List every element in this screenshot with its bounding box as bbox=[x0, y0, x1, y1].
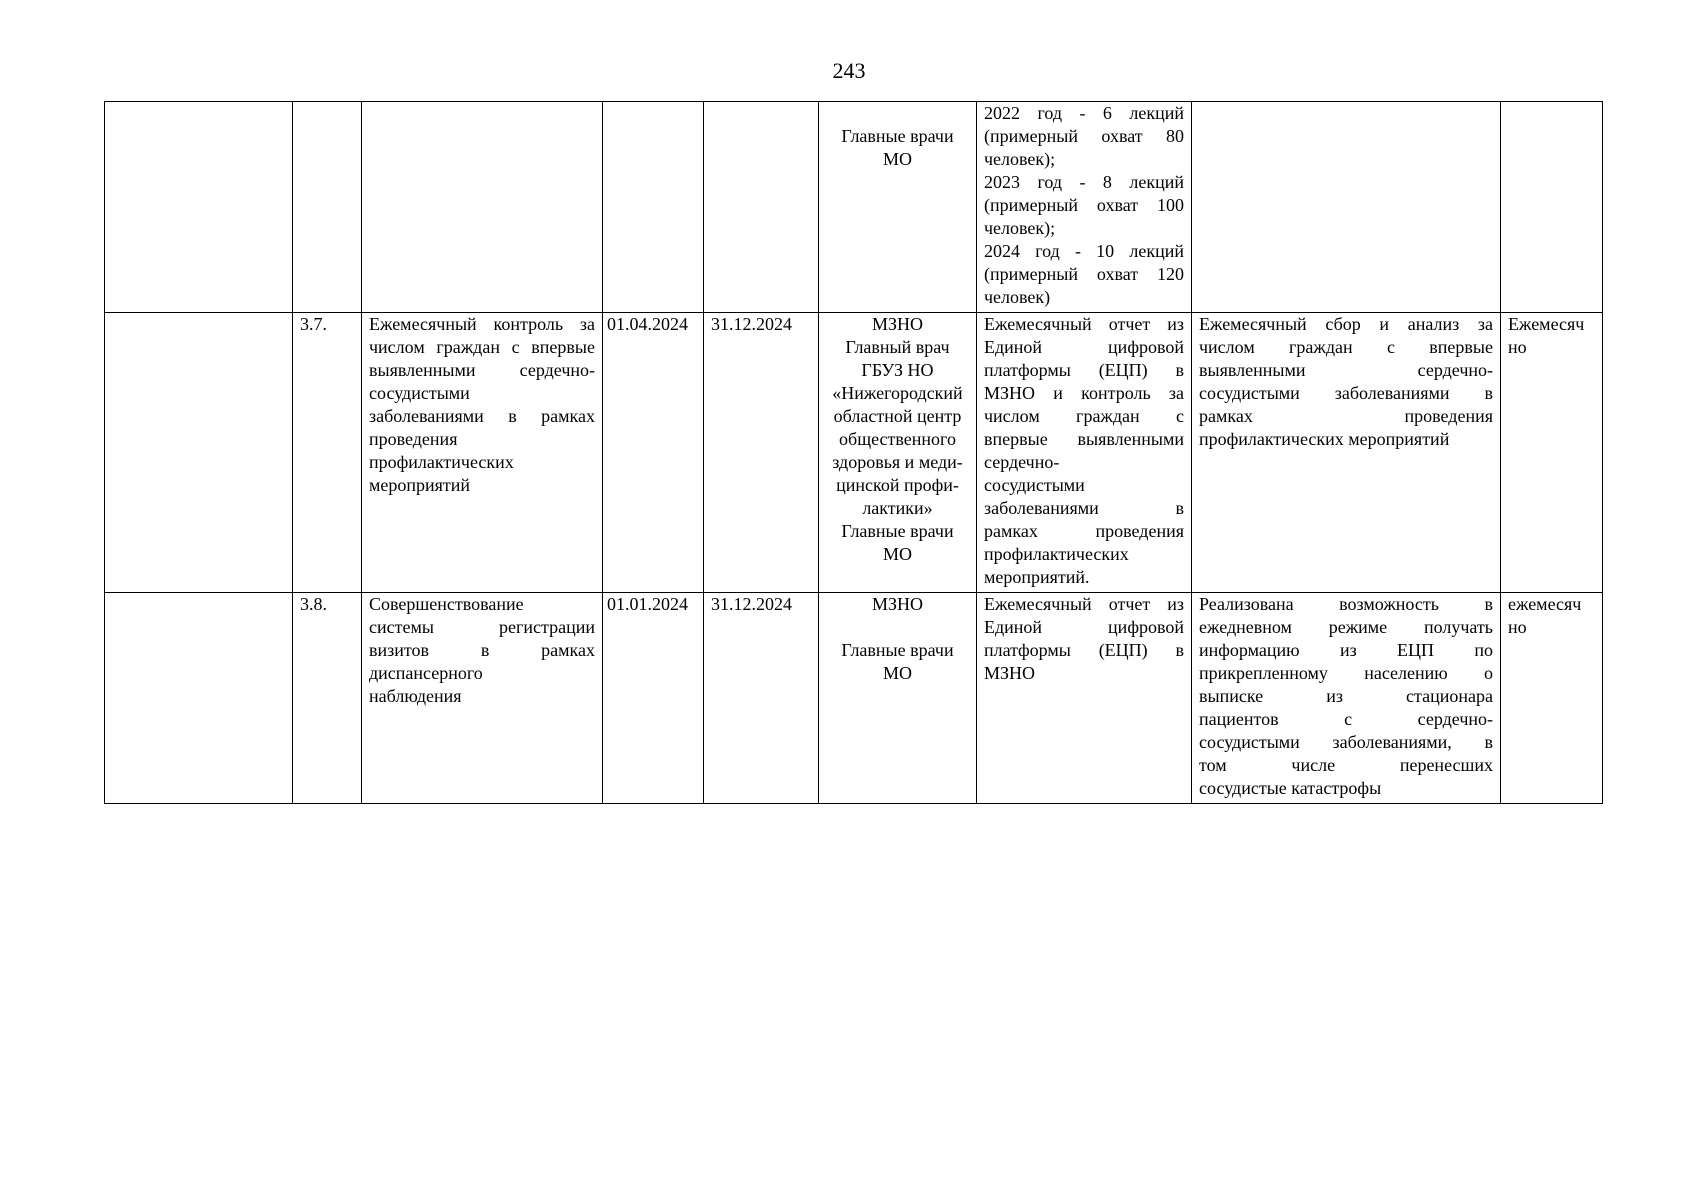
plan-table bbox=[104, 101, 1603, 804]
event-line: числом граждан с впервые bbox=[369, 337, 595, 357]
indicator-cell bbox=[977, 313, 1192, 593]
responsible-line: Главные врачи bbox=[841, 640, 954, 660]
responsible-line: «Нижегородский bbox=[832, 383, 963, 403]
event-line: наблюдения bbox=[369, 686, 462, 706]
period-line: ежемесяч bbox=[1508, 594, 1582, 614]
responsible-line: цинской профи- bbox=[836, 475, 959, 495]
event-line: системы регистрации bbox=[369, 617, 595, 637]
end-date-cell: 31.12.2024 bbox=[704, 593, 819, 804]
responsible-cell bbox=[819, 313, 977, 593]
indicator-line: платформы (ЕЦП) в bbox=[984, 360, 1184, 380]
table-row bbox=[105, 102, 1603, 313]
result-line: ежедневном режиме получать bbox=[1199, 617, 1493, 637]
responsible-line: Главные врачи bbox=[841, 126, 954, 146]
responsible-line: МО bbox=[882, 663, 912, 683]
indicator-line: Единой цифровой bbox=[984, 617, 1184, 637]
responsible-line: общественного bbox=[839, 429, 956, 449]
result-cell bbox=[1192, 102, 1501, 313]
indicator-line: платформы (ЕЦП) в bbox=[984, 640, 1184, 660]
section-cell bbox=[105, 593, 293, 804]
indicator-line: 2024 год - 10 лекций bbox=[984, 241, 1184, 261]
indicator-line: Ежемесячный отчет из bbox=[984, 314, 1184, 334]
indicator-line: 2022 год - 6 лекций bbox=[984, 103, 1184, 123]
result-line: выписке из стационара bbox=[1199, 686, 1493, 706]
indicator-line: заболеваниями в bbox=[984, 498, 1184, 518]
period-line: но bbox=[1508, 337, 1527, 357]
period-line: Ежемесяч bbox=[1508, 314, 1585, 334]
start-date-cell bbox=[603, 102, 704, 313]
start-date-cell: 01.04.2024 bbox=[603, 313, 704, 593]
indicator-line: человек) bbox=[984, 287, 1051, 307]
indicator-line: человек); bbox=[984, 149, 1056, 169]
number-cell: 3.7. bbox=[293, 313, 362, 593]
event-line: заболеваниями в рамках bbox=[369, 406, 595, 426]
indicator-cell bbox=[977, 593, 1192, 804]
indicator-line: рамках проведения bbox=[984, 521, 1184, 541]
result-line: сосудистыми заболеваниями в bbox=[1199, 383, 1493, 403]
number-cell bbox=[293, 102, 362, 313]
result-line: профилактических мероприятий bbox=[1199, 429, 1450, 449]
result-line: информацию из ЕЦП по bbox=[1199, 640, 1493, 660]
result-line: рамках проведения bbox=[1199, 406, 1493, 426]
end-date-cell: 31.12.2024 bbox=[704, 313, 819, 593]
event-line: диспансерного bbox=[369, 663, 483, 683]
start-date-cell: 01.01.2024 bbox=[603, 593, 704, 804]
indicator-line: Ежемесячный отчет из bbox=[984, 594, 1184, 614]
responsible-line: лактики» bbox=[862, 498, 933, 518]
event-line: выявленными сердечно- bbox=[369, 360, 595, 380]
responsible-cell bbox=[819, 102, 977, 313]
section-cell bbox=[105, 102, 293, 313]
indicator-line: МЗНО и контроль за bbox=[984, 383, 1184, 403]
period-cell bbox=[1501, 102, 1603, 313]
responsible-line: областной центр bbox=[833, 406, 962, 426]
indicator-line: (примерный охват 120 bbox=[984, 264, 1184, 284]
responsible-line: МО bbox=[882, 544, 912, 564]
event-cell bbox=[362, 102, 603, 313]
event-line: Ежемесячный контроль за bbox=[369, 314, 595, 334]
result-line: Реализована возможность в bbox=[1199, 594, 1493, 614]
result-line: прикрепленному населению о bbox=[1199, 663, 1493, 683]
event-cell bbox=[362, 313, 603, 593]
indicator-line: впервые выявленными bbox=[984, 429, 1184, 449]
table-row bbox=[105, 313, 1603, 593]
event-line: сосудистыми bbox=[369, 383, 470, 403]
event-line: Совершенствование bbox=[369, 594, 524, 614]
indicator-line: мероприятий. bbox=[984, 567, 1090, 587]
event-line: визитов в рамках bbox=[369, 640, 595, 660]
responsible-line: МЗНО bbox=[871, 594, 924, 614]
event-line: мероприятий bbox=[369, 475, 471, 495]
responsible-line: МЗНО bbox=[871, 314, 924, 334]
indicator-cell bbox=[977, 102, 1192, 313]
table-row bbox=[105, 593, 1603, 804]
event-cell bbox=[362, 593, 603, 804]
responsible-spacer bbox=[826, 616, 969, 639]
indicator-line: Единой цифровой bbox=[984, 337, 1184, 357]
period-cell bbox=[1501, 313, 1603, 593]
result-line: Ежемесячный сбор и анализ за bbox=[1199, 314, 1493, 334]
result-line: выявленными сердечно- bbox=[1199, 360, 1493, 380]
number-cell: 3.8. bbox=[293, 593, 362, 804]
indicator-line: числом граждан с bbox=[984, 406, 1184, 426]
indicator-line: МЗНО bbox=[984, 663, 1036, 683]
indicator-line: сосудистыми bbox=[984, 475, 1085, 495]
result-cell bbox=[1192, 313, 1501, 593]
indicator-line: человек); bbox=[984, 218, 1056, 238]
indicator-line: (примерный охват 100 bbox=[984, 195, 1184, 215]
indicator-line: 2023 год - 8 лекций bbox=[984, 172, 1184, 192]
responsible-line: здоровья и меди- bbox=[832, 452, 963, 472]
section-cell bbox=[105, 313, 293, 593]
result-line: сосудистыми заболеваниями, в bbox=[1199, 732, 1493, 752]
indicator-line: (примерный охват 80 bbox=[984, 126, 1184, 146]
responsible-line: ГБУЗ НО bbox=[861, 360, 934, 380]
indicator-line: сердечно- bbox=[984, 452, 1060, 472]
period-line: но bbox=[1508, 617, 1527, 637]
end-date-cell bbox=[704, 102, 819, 313]
page-number: 243 bbox=[832, 58, 866, 83]
responsible-cell bbox=[819, 593, 977, 804]
event-line: профилактических bbox=[369, 452, 514, 472]
result-line: числом граждан с впервые bbox=[1199, 337, 1493, 357]
result-line: том числе перенесших bbox=[1199, 755, 1493, 775]
responsible-line: Главные врачи bbox=[841, 521, 954, 541]
result-line: пациентов с сердечно- bbox=[1199, 709, 1493, 729]
event-line: проведения bbox=[369, 429, 458, 449]
responsible-line: МО bbox=[882, 149, 912, 169]
responsible-line: Главный врач bbox=[845, 337, 950, 357]
result-cell bbox=[1192, 593, 1501, 804]
period-cell bbox=[1501, 593, 1603, 804]
result-line: сосудистые катастрофы bbox=[1199, 778, 1382, 798]
indicator-line: профилактических bbox=[984, 544, 1129, 564]
